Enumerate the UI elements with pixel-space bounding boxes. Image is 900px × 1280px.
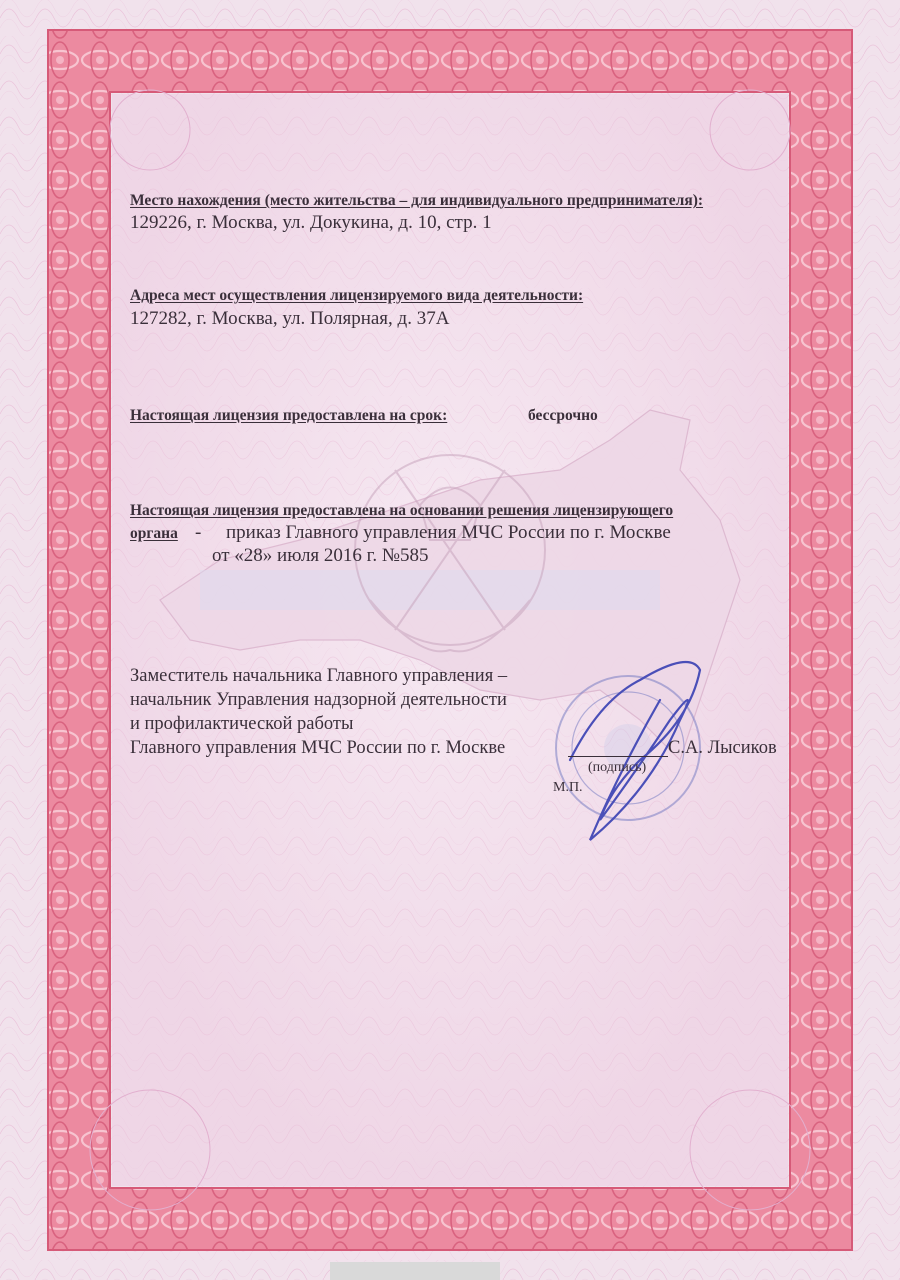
signature-line (568, 756, 668, 757)
stamp-label: М.П. (553, 780, 583, 795)
signatory-line2: начальник Управления надзорной деятельности (130, 690, 507, 710)
signatory-line4: Главного управления МЧС России по г. Москве (130, 738, 506, 758)
term-label: Настоящая лицензия предоставлена на срок: (130, 407, 448, 424)
location-value: 129226, г. Москва, ул. Докукина, д. 10, стр. 1 (130, 212, 492, 233)
basis-dash: - (195, 522, 202, 543)
location-label: Место нахождения (место жительства – для индивидуального предпринимателя): (130, 192, 704, 209)
signatory-name: С.А. Лысиков (668, 738, 777, 758)
activity-addresses-label: Адреса мест осуществления лицензируемого вида деятельности: (130, 287, 584, 304)
basis-label-line2: органа (130, 525, 178, 542)
signatory-line1: Заместитель начальника Главного управления – (130, 666, 508, 686)
basis-label-line1: Настоящая лицензия предоставлена на основании решения лицензирующего (130, 502, 674, 519)
basis-order-line1: приказ Главного управления МЧС России по г. Москве (226, 522, 671, 543)
term-value: бессрочно (528, 407, 598, 424)
signatory-line3: и профилактической работы (130, 714, 354, 734)
basis-order-line2: от «28» июля 2016 г. №585 (212, 545, 429, 566)
activity-addresses-value: 127282, г. Москва, ул. Полярная, д. 37А (130, 308, 450, 329)
signature-caption: (подпись) (588, 760, 647, 775)
